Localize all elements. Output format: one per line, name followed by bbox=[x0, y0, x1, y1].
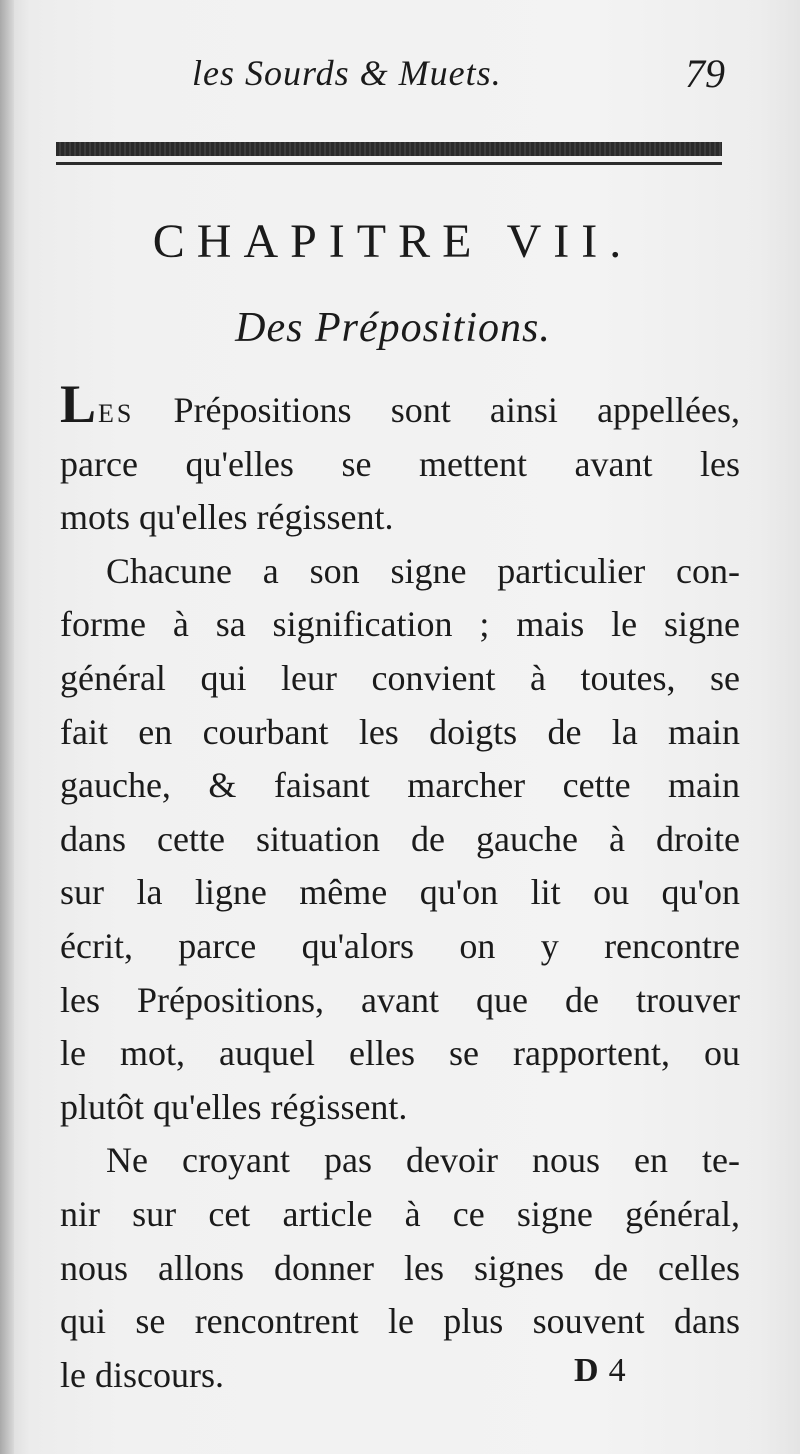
line-text: Prépositions sont ainsi appellées, bbox=[173, 390, 740, 430]
page-number: 79 bbox=[685, 51, 725, 96]
text-line: les Prépositions, avant que de trouver bbox=[60, 979, 740, 1020]
text-line: fait en courbant les doigts de la main bbox=[60, 711, 740, 752]
drop-cap: L bbox=[60, 374, 99, 434]
text-line: nous allons donner les signes de celles bbox=[60, 1247, 740, 1288]
chapter-title: CHAPITRE VII. bbox=[152, 215, 634, 268]
signature-mark bbox=[574, 1352, 626, 1390]
chapter-subtitle: Des Prépositions. bbox=[235, 305, 551, 351]
signature-number: 4 bbox=[608, 1352, 626, 1389]
text-line: forme à sa signification ; mais le signe bbox=[60, 604, 740, 645]
page-gutter-shadow bbox=[0, 0, 14, 1454]
small-caps-lead: ES bbox=[98, 399, 135, 428]
text-line: Chacune a son signe particulier con- bbox=[106, 550, 740, 591]
text-line: général qui leur convient à toutes, se bbox=[60, 657, 740, 698]
text-line: mots qu'elles régissent. bbox=[60, 497, 394, 538]
text-line: parce qu'elles se mettent avant les bbox=[60, 443, 740, 484]
text-line: écrit, parce qu'alors on y rencontre bbox=[60, 925, 740, 966]
text-line bbox=[60, 374, 740, 438]
text-line: Ne croyant pas devoir nous en te- bbox=[106, 1140, 740, 1181]
text-line: sur la ligne même qu'on lit ou qu'on bbox=[60, 872, 740, 913]
text-line: dans cette situation de gauche à droite bbox=[60, 818, 740, 859]
text-line: qui se rencontrent le plus souvent dans bbox=[60, 1301, 740, 1342]
header-rule-thick bbox=[56, 142, 722, 156]
page-header bbox=[60, 52, 725, 102]
text-line: nir sur cet article à ce signe général, bbox=[60, 1193, 740, 1234]
text-line: plutôt qu'elles régissent. bbox=[60, 1086, 408, 1127]
text-line: gauche, & faisant marcher cette main bbox=[60, 765, 740, 806]
header-rule-thin bbox=[56, 162, 722, 165]
text-line: le discours. bbox=[60, 1354, 224, 1395]
running-head: les Sourds & Muets. bbox=[192, 53, 502, 93]
body-text bbox=[60, 374, 740, 1402]
signature-letter: D bbox=[574, 1352, 599, 1389]
text-line: le mot, auquel elles se rapportent, ou bbox=[60, 1033, 740, 1074]
